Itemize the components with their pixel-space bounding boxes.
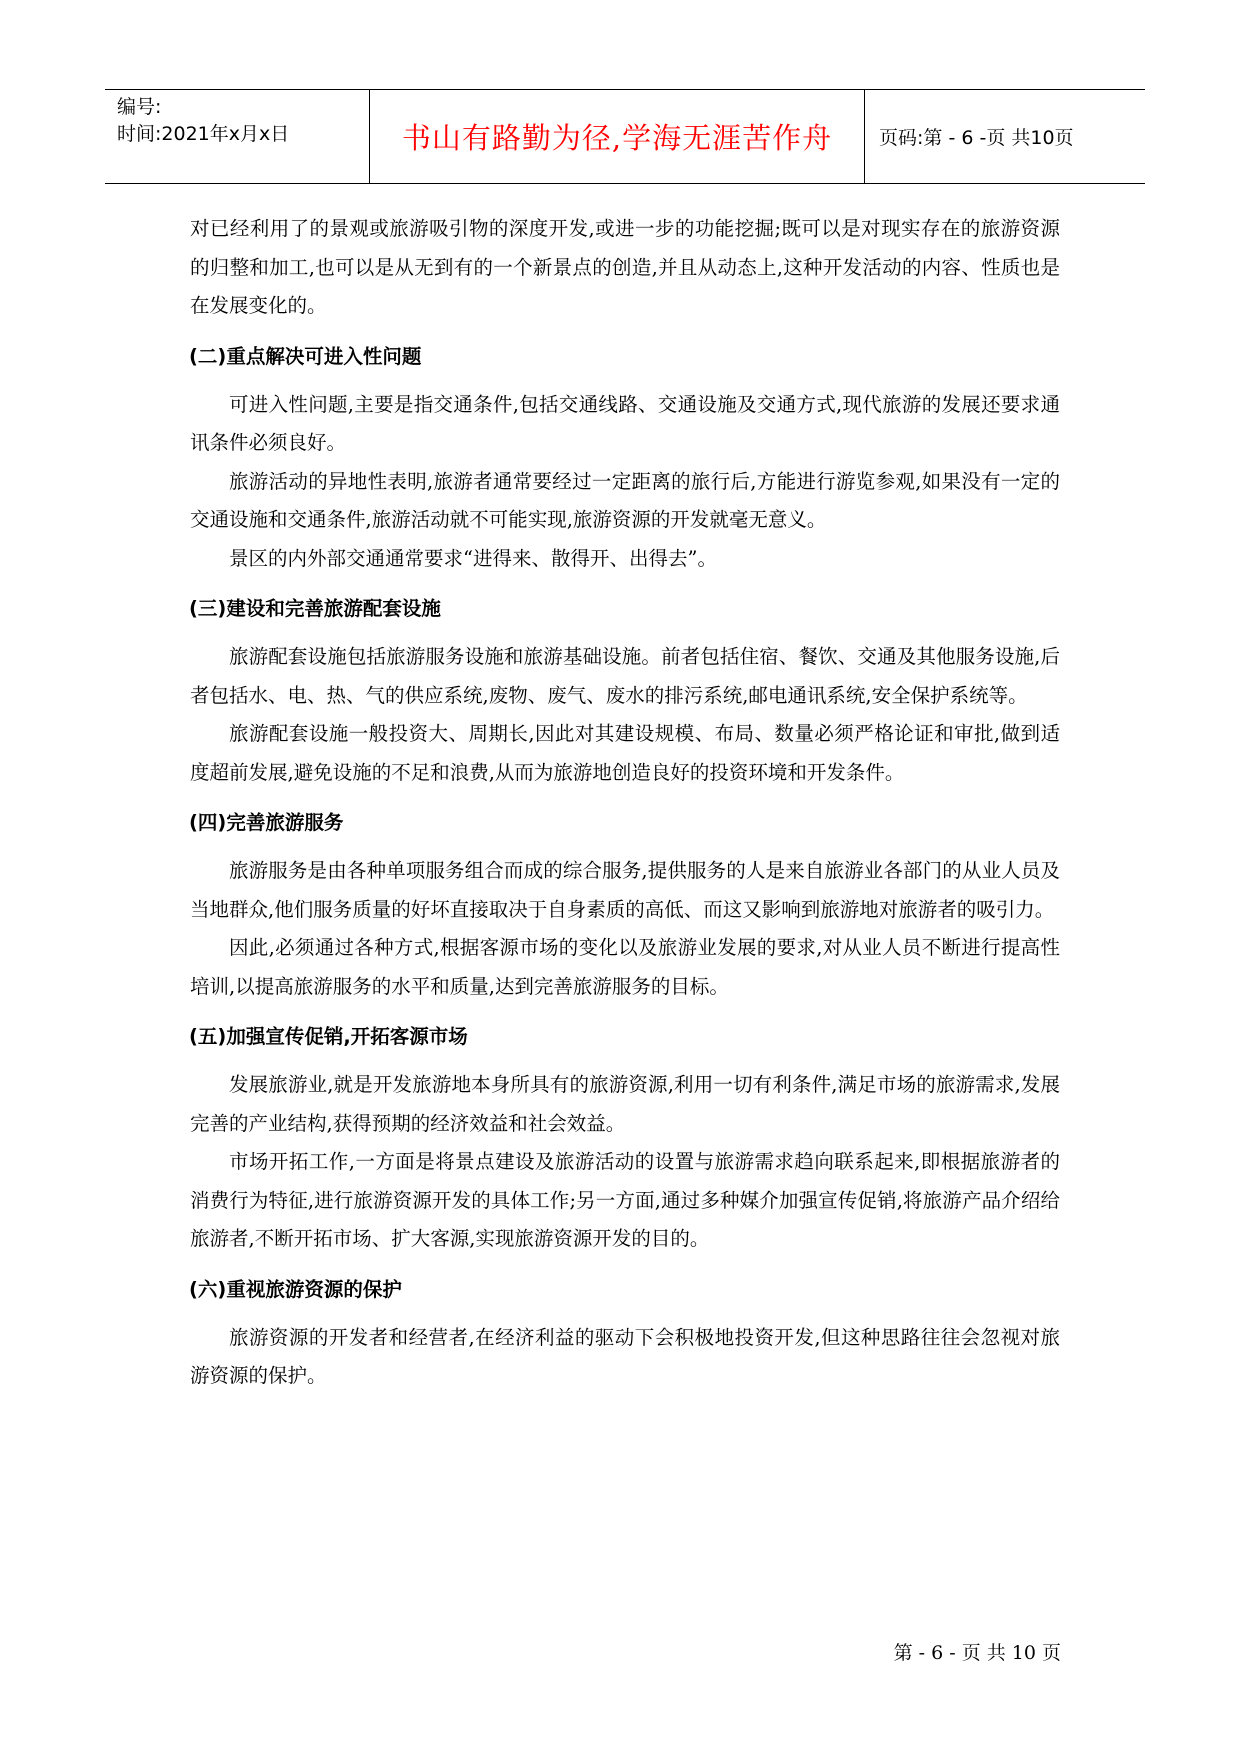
body-paragraph: 对已经利用了的景观或旅游吸引物的深度开发,或进一步的功能挖掘;既可以是对现实存在的旅游资源的归整和加工,也可以是从无到有的一个新景点的创造,并且从动态上,这种开发活动的内容、性质也是在发展变化的。 — [190, 217, 1060, 317]
page-header — [105, 89, 1145, 184]
body-paragraph: 旅游服务是由各种单项服务组合而成的综合服务,提供服务的人是来自旅游业各部门的从业人员及当地群众,他们服务质量的好坏直接取决于自身素质的高低、而这又影响到旅游地对旅游者的吸引力。 — [190, 859, 1060, 921]
document-body — [190, 210, 1060, 1396]
header-motto-cell — [370, 90, 865, 183]
document-number-label: 编号: — [117, 96, 162, 118]
section-heading: (三)建设和完善旅游配套设施 — [189, 597, 441, 620]
section-heading: (六)重视旅游资源的保护 — [189, 1277, 402, 1301]
body-paragraph: 市场开拓工作,一方面是将景点建设及旅游活动的设置与旅游需求趋向联系起来,即根据旅游者的消费行为特征,进行旅游资源开发的具体工作;另一方面,通过多种媒介加强宣传促销,将旅游产品介绍给旅游者,不断开拓市场、扩大客源,实现旅游资源开发的目的。 — [190, 1150, 1060, 1250]
section-heading: (二)重点解决可进入性问题 — [189, 344, 422, 368]
body-paragraph: 因此,必须通过各种方式,根据客源市场的变化以及旅游业发展的要求,对从业人员不断进行提高性培训,以提高旅游服务的水平和质量,达到完善旅游服务的目标。 — [190, 936, 1060, 998]
document-time-label: 时间:2021年x月x日 — [117, 123, 290, 145]
section-heading: (五)加强宣传促销,开拓客源市场 — [189, 1025, 468, 1048]
page-footer: 第 - 6 - 页 共 10 页 — [893, 1642, 1061, 1664]
header-page-info — [865, 90, 1145, 183]
body-paragraph: 旅游资源的开发者和经营者,在经济利益的驱动下会积极地投资开发,但这种思路往往会忽视对旅游资源的保护。 — [190, 1325, 1060, 1387]
body-paragraph: 旅游活动的异地性表明,旅游者通常要经过一定距离的旅行后,方能进行游览参观,如果没有一定的交通设施和交通条件,旅游活动就不可能实现,旅游资源的开发就毫无意义。 — [190, 469, 1060, 531]
section-heading: (四)完善旅游服务 — [189, 811, 344, 834]
header-motto: 书山有路勤为径,学海无涯苦作舟 — [401, 121, 833, 155]
header-page-number: 页码:第 - 6 -页 共10页 — [879, 127, 1074, 149]
body-paragraph: 发展旅游业,就是开发旅游地本身所具有的旅游资源,利用一切有利条件,满足市场的旅游需求,发展完善的产业结构,获得预期的经济效益和社会效益。 — [190, 1073, 1060, 1135]
body-paragraph: 旅游配套设施包括旅游服务设施和旅游基础设施。前者包括住宿、餐饮、交通及其他服务设施,后者包括水、电、热、气的供应系统,废物、废气、废水的排污系统,邮电通讯系统,安全保护系统等。 — [190, 645, 1060, 707]
body-paragraph: 景区的内外部交通通常要求“进得来、散得开、出得去”。 — [229, 546, 717, 570]
body-paragraph: 旅游配套设施一般投资大、周期长,因此对其建设规模、布局、数量必须严格论证和审批,做到适度超前发展,避免设施的不足和浪费,从而为旅游地创造良好的投资环境和开发条件。 — [190, 722, 1060, 784]
body-paragraph: 可进入性问题,主要是指交通条件,包括交通线路、交通设施及交通方式,现代旅游的发展还要求通讯条件必须良好。 — [190, 392, 1060, 454]
header-meta — [105, 90, 370, 183]
